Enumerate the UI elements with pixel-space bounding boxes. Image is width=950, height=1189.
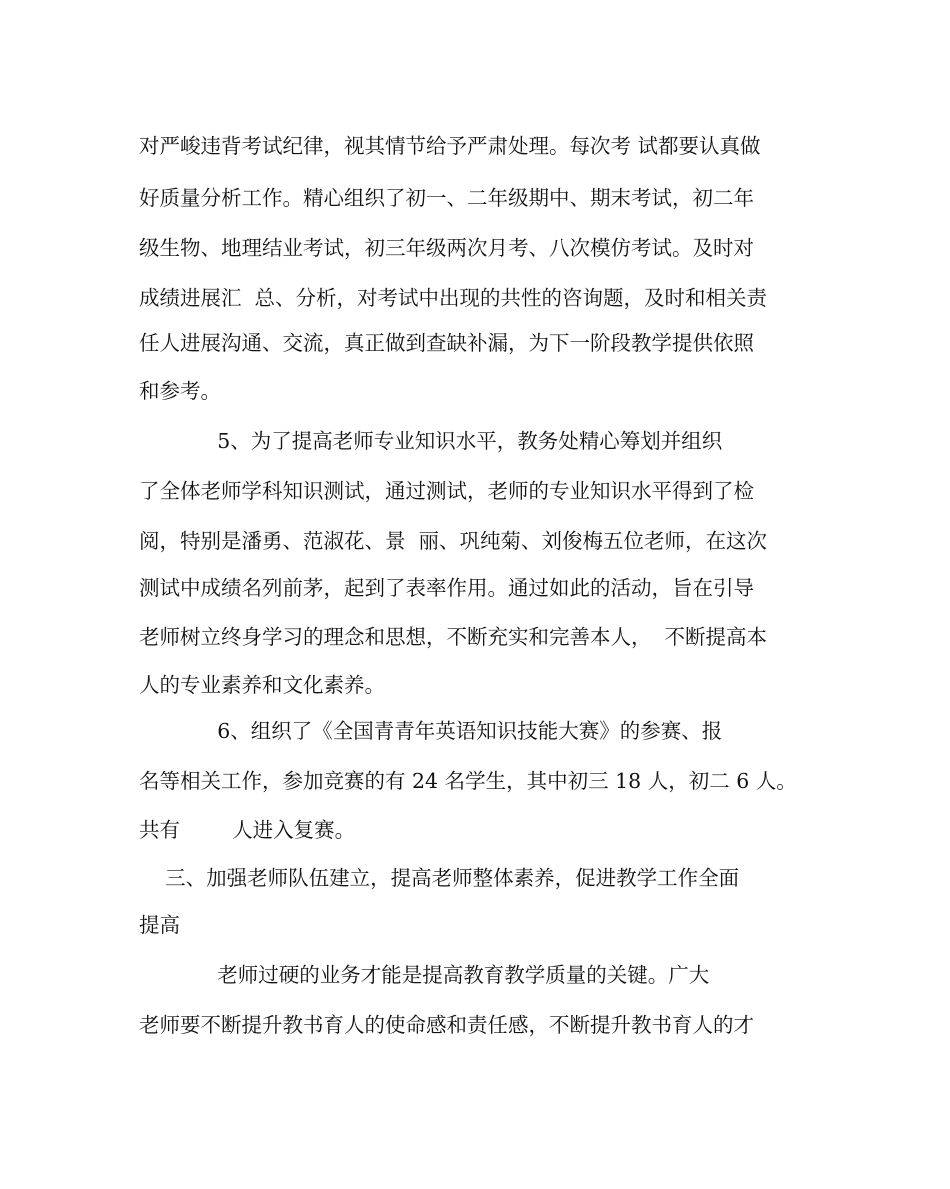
text-line: 成绩进展汇 总、分析，对考试中出现的共性的咨询题，及时和相关责: [139, 286, 768, 310]
text-line: 好质量分析工作。精心组织了初一、二年级期中、期末考试，初二年: [139, 186, 754, 210]
text-line: 级生物、地理结业考试，初三年级两次月考、八次模仿考试。及时对: [139, 236, 754, 260]
text-line: 名等相关工作，参加竞赛的有 24 名学生，其中初三 18 人，初二 6 人。: [139, 769, 797, 793]
text-line: 了全体老师学科知识测试，通过测试，老师的专业知识水平得到了检: [139, 479, 754, 503]
section-heading-continued: 提高: [139, 913, 180, 937]
text-line: 老师树立终身学习的理念和思想，不断充实和完善本人， 不断提高本: [139, 625, 768, 649]
text-line: 人的专业素养和文化素养。: [139, 673, 385, 697]
text-line: 对严峻违背考试纪律，视其情节给予严肃处理。每次考 试都要认真做: [139, 134, 761, 158]
section-heading: 三、加强老师队伍建立，提高老师整体素养，促进教学工作全面: [139, 866, 740, 890]
text-line: 6、组织了《全国青青年英语知识技能大赛》的参赛、报: [139, 719, 723, 743]
text-line: 老师过硬的业务才能是提高教育教学质量的关键。广大: [139, 963, 710, 987]
text-line: 5、为了提高老师专业知识水平，教务处精心筹划并组织: [139, 429, 723, 453]
text-line: 共有 人进入复赛。: [139, 818, 356, 842]
text-line: 老师要不断提升教书育人的使命感和责任感，不断提升教书育人的才: [139, 1013, 754, 1037]
text-line: 阅，特别是潘勇、范淑花、景 丽、巩纯菊、刘俊梅五位老师，在这次: [139, 529, 768, 553]
text-line: 和参考。: [139, 379, 221, 403]
text-line: 任人进展沟通、交流，真正做到查缺补漏，为下一阶段教学提供依照: [139, 331, 754, 355]
text-line: 测试中成绩名列前茅，起到了表率作用。通过如此的活动，旨在引导: [139, 576, 754, 600]
